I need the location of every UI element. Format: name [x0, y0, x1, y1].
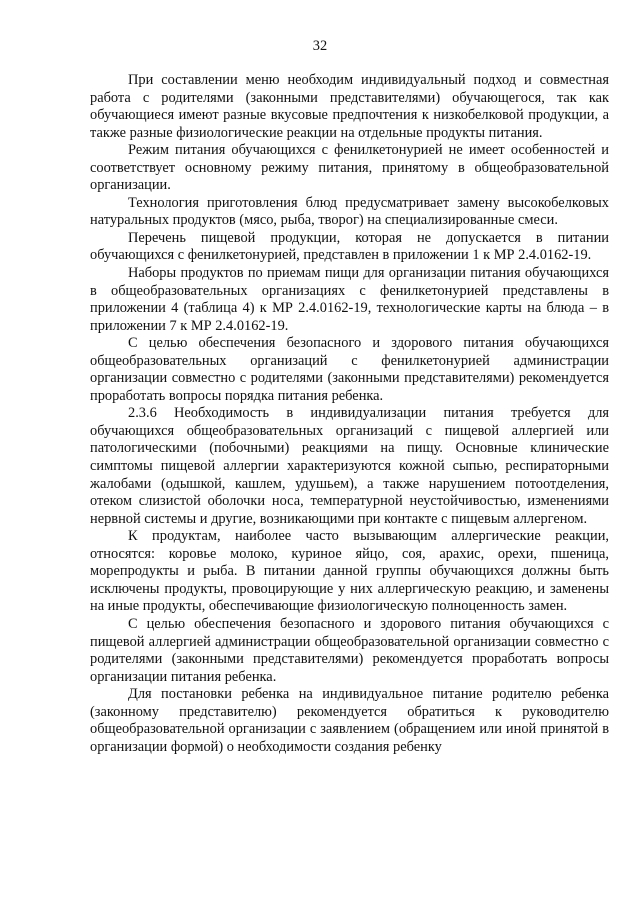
- paragraph-product-sets: Наборы продуктов по приемам пищи для организации питания обучающихся в общеобразовательных организациях с фенилкетонурией представлены в приложении 4 (таблица 4) к МР 2.4.0162-19, технологические карты на блюда – в приложении 7 к МР 2.4.0162-19.: [90, 265, 609, 334]
- paragraph-pku-safety: С целью обеспечения безопасного и здорового питания обучающихся общеобразовательных организаций с фенилкетонурией администрации организации совместно с родителями (законными представителями) рекомендуется проработать вопросы порядка питания ребенка.: [90, 335, 609, 404]
- page-number: 32: [312, 38, 328, 54]
- paragraph-prohibited-products: Перечень пищевой продукции, которая не допускается в питании обучающихся с фенилкетонурией, представлен в приложении 1 к МР 2.4.0162-19.: [90, 229, 609, 264]
- paragraph-pku-diet-regime: Режим питания обучающихся с фенилкетонурией не имеет особенностей и соответствует основному режиму питания, принятому в общеобразовательной организации.: [90, 142, 609, 194]
- paragraph-menu-individual-approach: При составлении меню необходим индивидуальный подход и совместная работа с родителями (законными представителями) обучающегося, так как обучающиеся имеют разные вкусовые предпочтения к низкобелковой продукции, а также разные физиологические реакции на отдельные продукты питания.: [90, 72, 609, 141]
- paragraph-allergy-safety: С целью обеспечения безопасного и здорового питания обучающихся с пищевой аллергией администрации общеобразовательной организации совместно с родителями (законными представителями) рекомендуется проработать вопросы организации питания ребенка.: [90, 615, 609, 685]
- paragraph-cooking-technology: Технология приготовления блюд предусматривает замену высокобелковых натуральных продуктов (мясо, рыба, творог) на специализированные смеси.: [90, 194, 609, 229]
- paragraph-section-2-3-6: 2.3.6 Необходимость в индивидуализации питания требуется для обучающихся общеобразовательных организаций с пищевой аллергией или патологическими (побочными) реакциями на пищу. Основные клинические симптомы пищевой аллергии характеризуются кожной сыпью, респираторными жалобами (одышкой, кашлем, удушьем), а также нарушением потоотделения, отеком слизистой оболочки носа, температурной неустойчивостью, изменениями нервной системы и другие, возникающими при контакте с пищевым аллергеном.: [90, 405, 609, 527]
- paragraph-allergen-products: К продуктам, наиболее часто вызывающим аллергические реакции, относятся: коровье молоко, куриное яйцо, соя, арахис, орехи, пшеница, морепродукты и рыба. В питании данной группы обучающихся должны быть исключены продукты, провоцирующие у них аллергическую реакцию, и заменены на иные продукты, обеспечивающие физиологическую полноценность замен.: [90, 528, 609, 615]
- paragraph-individual-nutrition-request: Для постановки ребенка на индивидуальное питание родителю ребенка (законному представителю) рекомендуется обратиться к руководителю общеобразовательной организации с заявлением (обращением или иной принятой в организации формой) о необходимости создания ребенку: [90, 686, 609, 755]
- document-body: [90, 72, 609, 756]
